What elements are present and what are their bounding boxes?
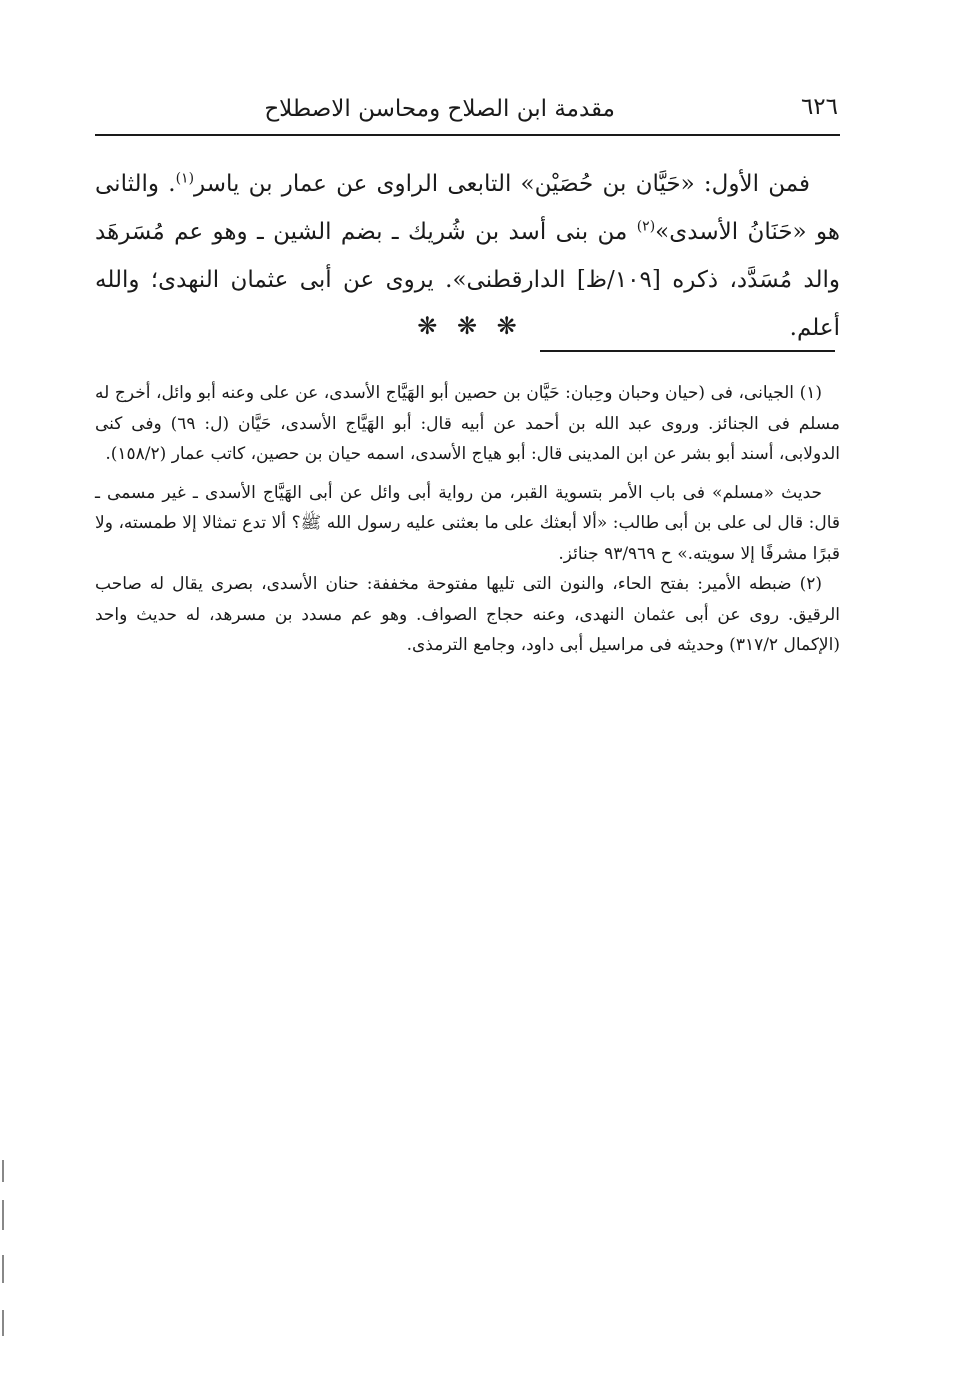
main-text-segment: . والثانى هو «حَنَانُ الأسدى» bbox=[95, 171, 841, 245]
footnote-ref-1[interactable]: (١) bbox=[175, 170, 195, 187]
footnotes bbox=[95, 378, 840, 661]
main-text-segment: فمن الأول: «حَيَّان بن حُصَيْن» التابعى الراوى عن عمار بن ياسر bbox=[194, 171, 810, 197]
running-title: مقدمة ابن الصلاح ومحاسن الاصطلاح bbox=[264, 96, 615, 122]
scan-margin-marks bbox=[2, 1160, 6, 1360]
running-head bbox=[95, 84, 840, 132]
footnote-rule bbox=[540, 350, 835, 352]
footnote-2: (٢) ضبطه الأمير: بفتح الحاء، والنون التى تليها مفتوحة مخففة: حنان الأسدى، بصرى يقال له صاحب الرقيق. روى عن أبى عثمان النهدى، وعنه حجاج الصواف. وهو عم مسدد بن مسرهد، له حديث واحد (الإكمال ٣١٧/٢) وحديثه فى مراسيل أبى داود، وجامع الترمذى. bbox=[95, 574, 840, 655]
footnote-1: (١) الجيانى، فى (حيان وحبان وحِبان: حَيَّان بن حصين أبو الهَيَّاج الأسدى، عن على وعنه أبو وائل، أخرج له مسلم فى الجنائز. وروى عبد الله بن أحمد عن أبيه قال: أبو الهَيَّاج الأسدى، حَيَّان (ل: ٦٩) وفى كنى الدولابى، أسند أبو بشر عن ابن المدينى قال: أبو هياج الأسدى، اسمه حيان بن حصين، كاتب عمار (١٥٨/٢). bbox=[95, 383, 840, 464]
header-rule bbox=[95, 134, 840, 136]
footnote-ref-2[interactable]: (٢) bbox=[636, 218, 656, 235]
section-divider-asterisms: ❋ ❋ ❋ bbox=[417, 312, 523, 340]
main-text-segment: من بنى أسد بن شُريك ـ بضم الشين ـ وهو عم مُسَرهَد والد مُسَدَّد، ذكره [١٠٩/ظ] الدارقطنى». يروى عن أبى عثمان النهدى؛ والله أعلم. bbox=[95, 219, 840, 341]
footnote-1-continuation: حديث «مسلم» فى باب الأمر بتسوية القبر، من رواية أبى وائل عن أبى الهَيَّاج الأسدى ـ غير مسمى ـ قال: قال لى على بن أبى طالب: «ألا أبعثك على ما بعثنى عليه رسول الله ﷺ؟ ألا تدع تمثالا إلا طمسته، ولا قبرًا مشرفًا إلا سويته.» ح ٩٣/٩٦٩ جنائز. bbox=[95, 482, 840, 564]
page-number: ٦٢٦ bbox=[800, 94, 838, 120]
